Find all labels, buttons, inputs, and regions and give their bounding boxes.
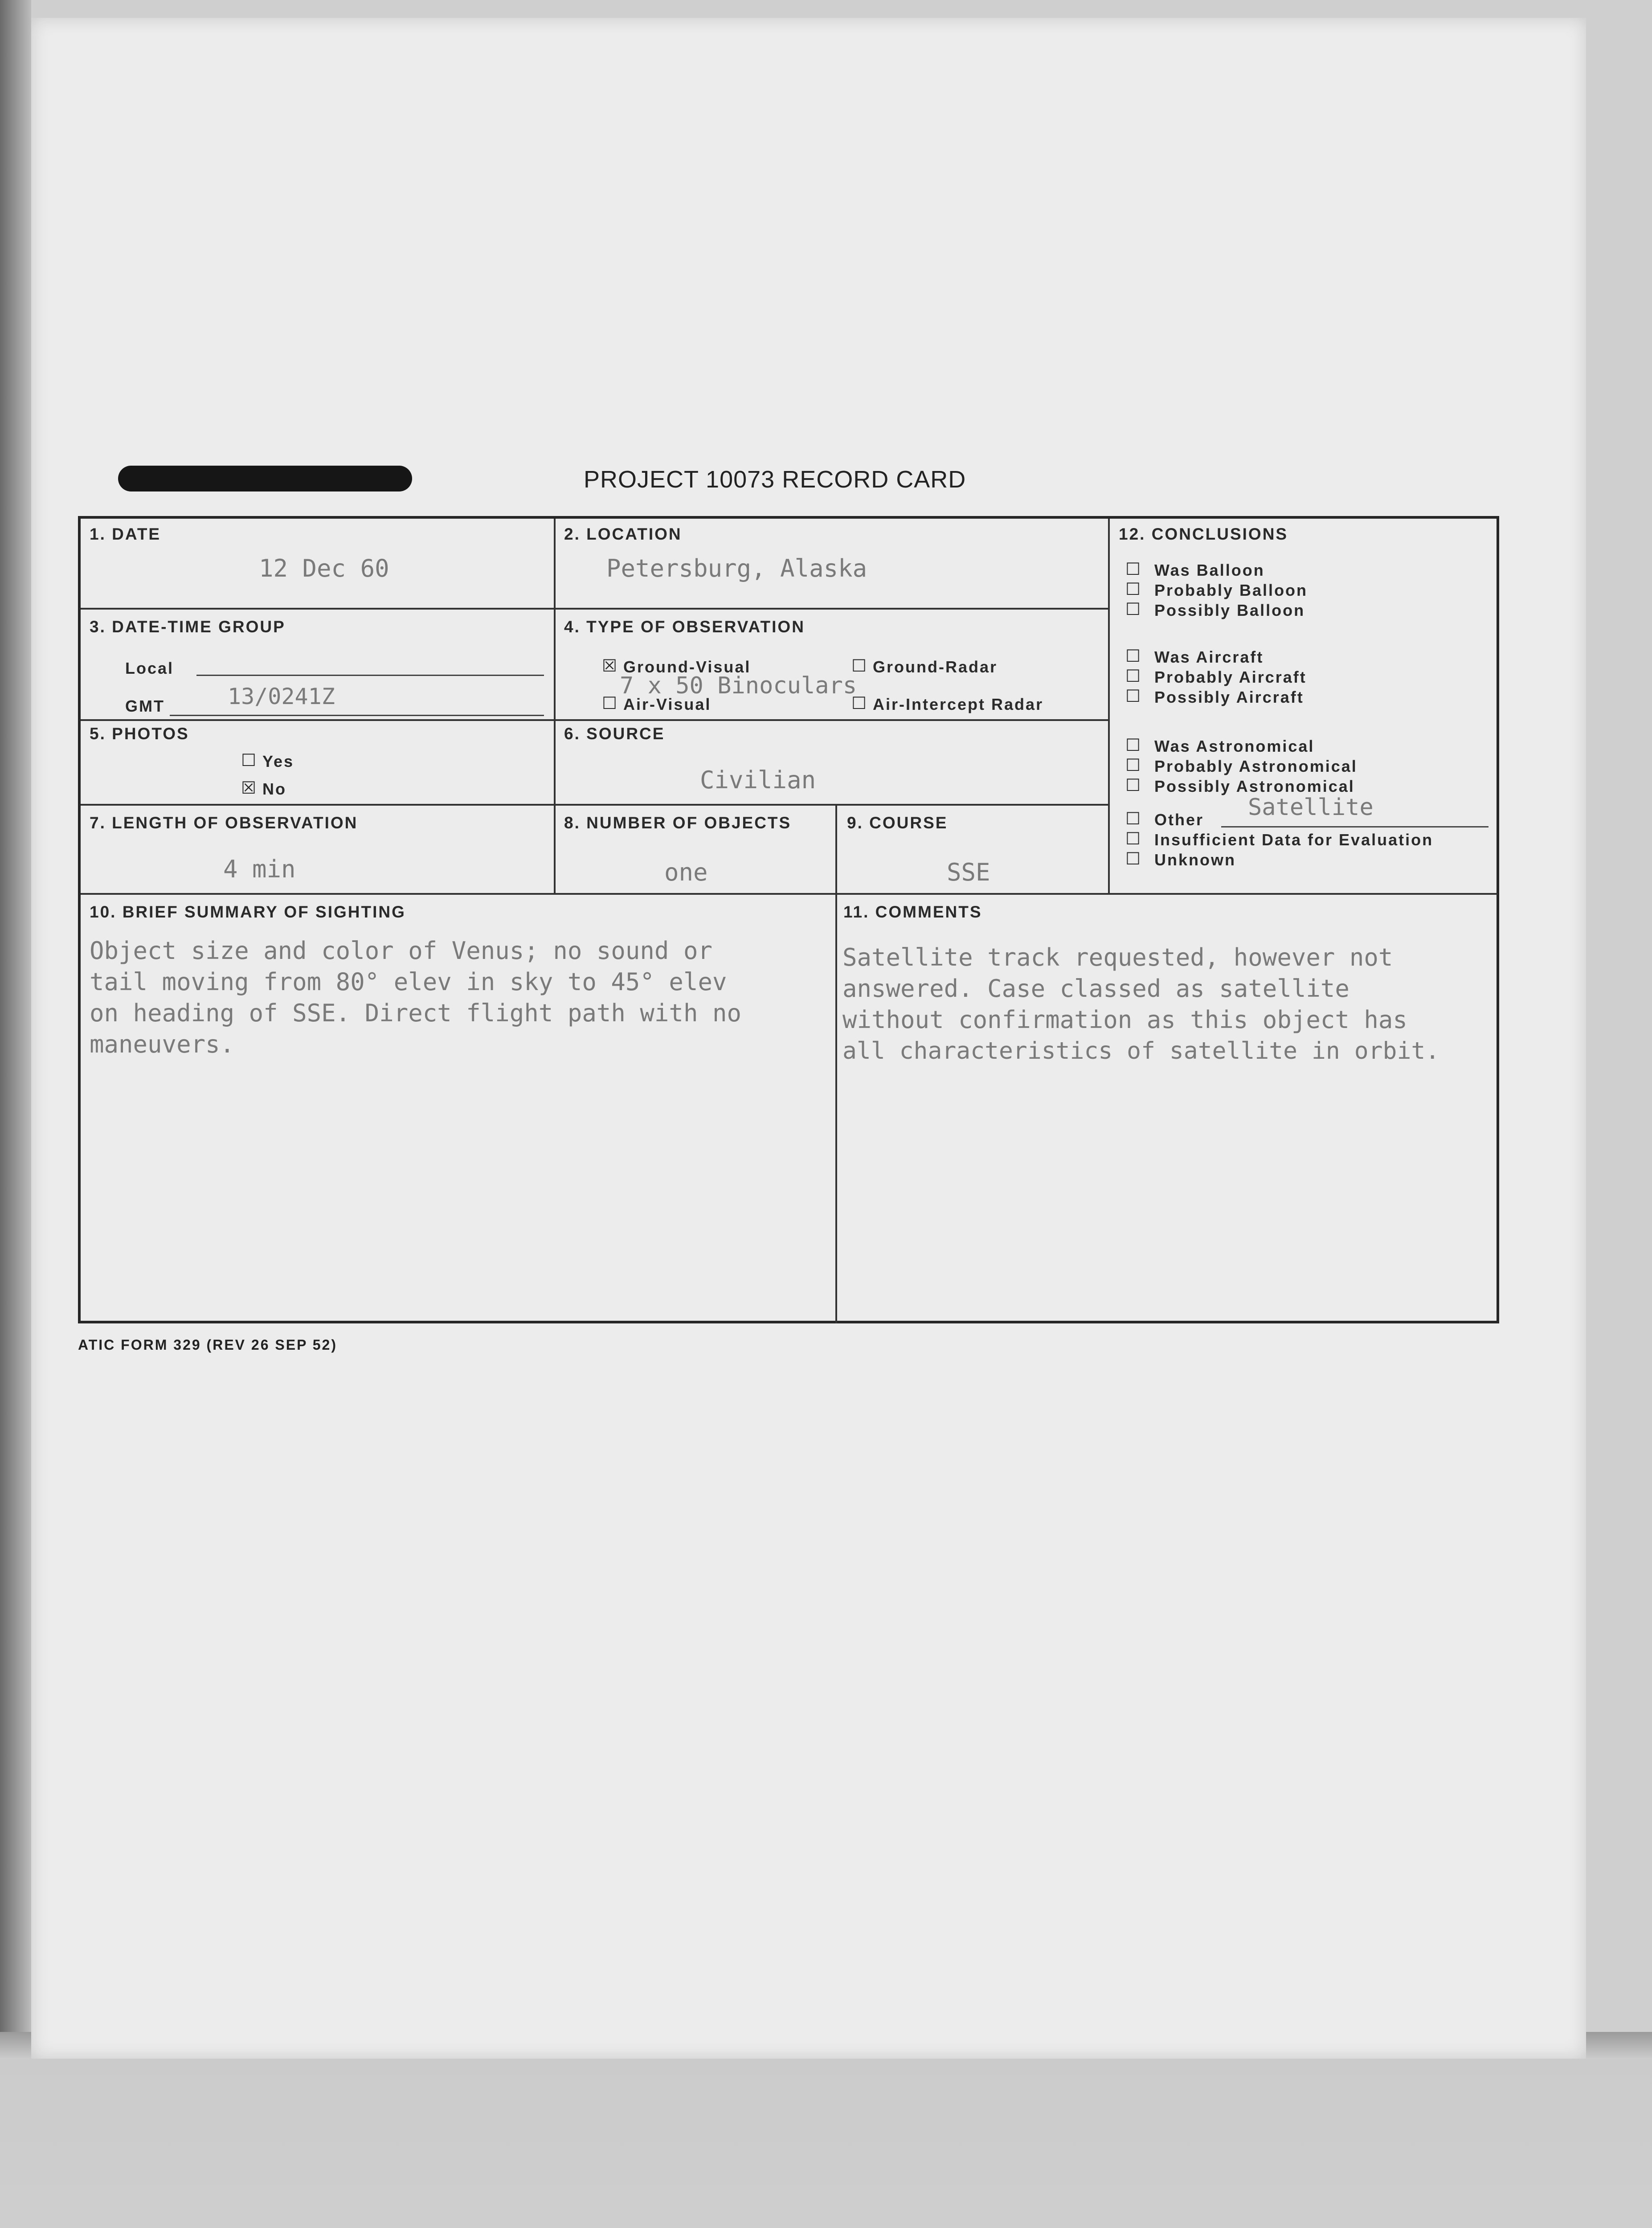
- observation-type-label: 4. TYPE OF OBSERVATION: [564, 618, 805, 636]
- objects-value: one: [664, 858, 708, 886]
- summary-line: maneuvers.: [90, 1030, 235, 1058]
- conclusion-checkbox[interactable]: ☐: [1125, 559, 1141, 579]
- comments-line: without confirmation as this object has: [842, 1006, 1407, 1034]
- divider-v-1: [554, 519, 556, 893]
- summary-line: Object size and color of Venus; no sound or: [90, 937, 712, 965]
- conclusion-checkbox[interactable]: ☐: [1125, 829, 1141, 848]
- conclusions-label: 12. CONCLUSIONS: [1119, 525, 1288, 543]
- location-value: Petersburg, Alaska: [606, 554, 867, 582]
- comments-label: 11. COMMENTS: [843, 903, 982, 921]
- conclusion-label: Possibly Aircraft: [1154, 688, 1304, 706]
- conclusion-label: Was Balloon: [1154, 561, 1265, 579]
- divider-v-2: [835, 804, 837, 1323]
- length-label: 7. LENGTH OF OBSERVATION: [90, 814, 358, 832]
- film-bottom-strip: [0, 2032, 1652, 2228]
- ground-visual-label: Ground-Visual: [623, 658, 751, 676]
- source-value: Civilian: [700, 766, 816, 794]
- conclusion-checkbox[interactable]: ☐: [1125, 686, 1141, 706]
- divider-h-4: [81, 893, 1497, 895]
- objects-label: 8. NUMBER OF OBJECTS: [564, 814, 792, 832]
- ground-visual-checkbox[interactable]: ☒: [602, 656, 617, 676]
- course-label: 9. COURSE: [847, 814, 948, 832]
- redaction-mark: [118, 466, 412, 491]
- gmt-line: [170, 715, 544, 716]
- conclusion-label: Probably Aircraft: [1154, 668, 1307, 686]
- photos-yes-label: Yes: [262, 752, 294, 770]
- photos-yes-checkbox[interactable]: ☐: [241, 750, 257, 770]
- course-value: SSE: [947, 858, 990, 886]
- conclusion-label: Was Astronomical: [1154, 737, 1315, 755]
- conclusion-checkbox[interactable]: ☐: [1125, 775, 1141, 795]
- conclusion-label: Was Aircraft: [1154, 648, 1264, 666]
- divider-v-conclusions: [1108, 519, 1110, 893]
- conclusion-label: Probably Balloon: [1154, 581, 1308, 599]
- conclusion-checkbox[interactable]: ☐: [1125, 849, 1141, 868]
- conclusion-label: Insufficient Data for Evaluation: [1154, 831, 1434, 849]
- other-line: [1221, 826, 1488, 827]
- record-card: [78, 516, 1499, 1323]
- ground-radar-checkbox[interactable]: ☐: [851, 656, 867, 676]
- film-left-edge: [0, 0, 31, 2032]
- card-title: PROJECT 10073 RECORD CARD: [584, 466, 966, 493]
- conclusion-checkbox[interactable]: ☐: [1125, 666, 1141, 686]
- source-label: 6. SOURCE: [564, 725, 665, 743]
- conclusion-label: Other: [1154, 811, 1204, 829]
- form-footer: ATIC FORM 329 (REV 26 SEP 52): [78, 1337, 337, 1353]
- gmt-value: 13/0241Z: [228, 684, 335, 709]
- local-label: Local: [125, 659, 174, 677]
- photos-label: 5. PHOTOS: [90, 725, 189, 743]
- conclusion-label: Probably Astronomical: [1154, 757, 1358, 775]
- conclusion-checkbox[interactable]: ☐: [1125, 579, 1141, 599]
- photos-no-checkbox[interactable]: ☒: [241, 778, 257, 798]
- air-intercept-radar-label: Air-Intercept Radar: [873, 695, 1044, 713]
- conclusion-checkbox[interactable]: ☐: [1125, 735, 1141, 755]
- conclusion-label: Unknown: [1154, 851, 1236, 869]
- conclusion-checkbox[interactable]: ☐: [1125, 755, 1141, 775]
- conclusion-checkbox[interactable]: ☐: [1125, 809, 1141, 828]
- other-value: Satellite: [1248, 794, 1374, 821]
- datetime-label: 3. DATE-TIME GROUP: [90, 618, 286, 636]
- location-label: 2. LOCATION: [564, 525, 682, 543]
- comments-line: all characteristics of satellite in orbit.: [842, 1037, 1440, 1065]
- air-visual-label: Air-Visual: [623, 695, 712, 713]
- ground-radar-label: Ground-Radar: [873, 658, 998, 676]
- conclusion-label: Possibly Balloon: [1154, 601, 1305, 619]
- date-value: 12 Dec 60: [259, 554, 389, 582]
- observation-note: 7 x 50 Binoculars: [620, 672, 857, 699]
- air-visual-checkbox[interactable]: ☐: [602, 693, 617, 713]
- comments-line: answered. Case classed as satellite: [842, 975, 1349, 1003]
- divider-h-2: [81, 719, 1108, 721]
- local-line: [196, 675, 544, 676]
- conclusion-checkbox[interactable]: ☐: [1125, 646, 1141, 666]
- conclusion-checkbox[interactable]: ☐: [1125, 599, 1141, 619]
- air-intercept-radar-checkbox[interactable]: ☐: [851, 693, 867, 713]
- divider-h-3: [81, 804, 1108, 806]
- summary-label: 10. BRIEF SUMMARY OF SIGHTING: [90, 903, 406, 921]
- photos-no-label: No: [262, 780, 286, 798]
- divider-h-1: [81, 608, 1108, 610]
- summary-line: on heading of SSE. Direct flight path with no: [90, 999, 741, 1027]
- date-label: 1. DATE: [90, 525, 161, 543]
- comments-line: Satellite track requested, however not: [842, 943, 1393, 971]
- length-value: 4 min: [223, 855, 296, 883]
- conclusion-label: Possibly Astronomical: [1154, 777, 1355, 795]
- gmt-label: GMT: [125, 697, 165, 715]
- summary-line: tail moving from 80° elev in sky to 45° elev: [90, 968, 727, 996]
